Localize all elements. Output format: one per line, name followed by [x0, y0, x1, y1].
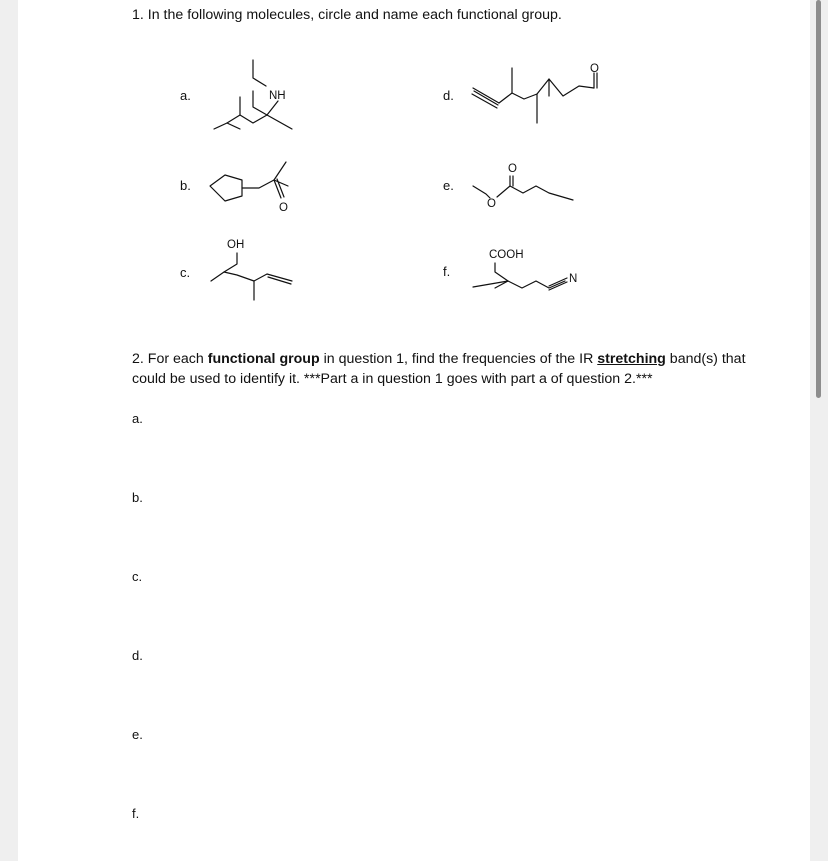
molecule-a-label: a. [180, 88, 191, 103]
molecule-d-label: d. [443, 88, 454, 103]
question-2-part2: in question 1, find the frequencies of the IR [319, 351, 598, 367]
molecule-e-structure [473, 176, 573, 200]
answer-label-a: a. [132, 411, 143, 426]
atom-n-nitrile: N [569, 273, 578, 285]
question-1-text: 1. In the following molecules, circle and name each functional group. [132, 7, 562, 23]
atom-cooh: COOH [489, 249, 524, 261]
answer-label-c: c. [132, 569, 143, 584]
question-2-text [132, 349, 772, 389]
answer-label-e: e. [132, 727, 143, 742]
atom-oh: OH [227, 239, 245, 251]
molecule-d-structure [472, 68, 597, 123]
atom-o-carbonyl: O [508, 163, 517, 175]
atom-o-aldehyde: O [590, 63, 599, 75]
answer-label-d: d. [132, 648, 143, 663]
molecule-e-label: e. [443, 178, 454, 193]
answer-label-f: f. [132, 806, 140, 821]
molecule-c-structure [211, 253, 292, 300]
molecule-f-label: f. [443, 264, 451, 279]
molecule-c-label: c. [180, 265, 191, 280]
question-2-bold-functional-group: functional group [207, 351, 320, 367]
atom-nh: NH [269, 90, 286, 102]
question-2-bold-stretching: stretching [597, 351, 666, 367]
atom-o-ketone: O [279, 202, 288, 214]
atom-o-ester: O [487, 198, 496, 210]
answer-label-b: b. [132, 490, 143, 505]
molecule-b-structure [210, 162, 288, 201]
question-2-part1: 2. For each [132, 351, 208, 367]
molecule-structures [0, 0, 828, 340]
molecule-f-structure [473, 263, 567, 290]
molecule-b-label: b. [180, 178, 191, 193]
question-2-part3: band(s) that could be used to identify it. ***Part a in question 1 goes with part a of question 2.*** [132, 351, 746, 387]
